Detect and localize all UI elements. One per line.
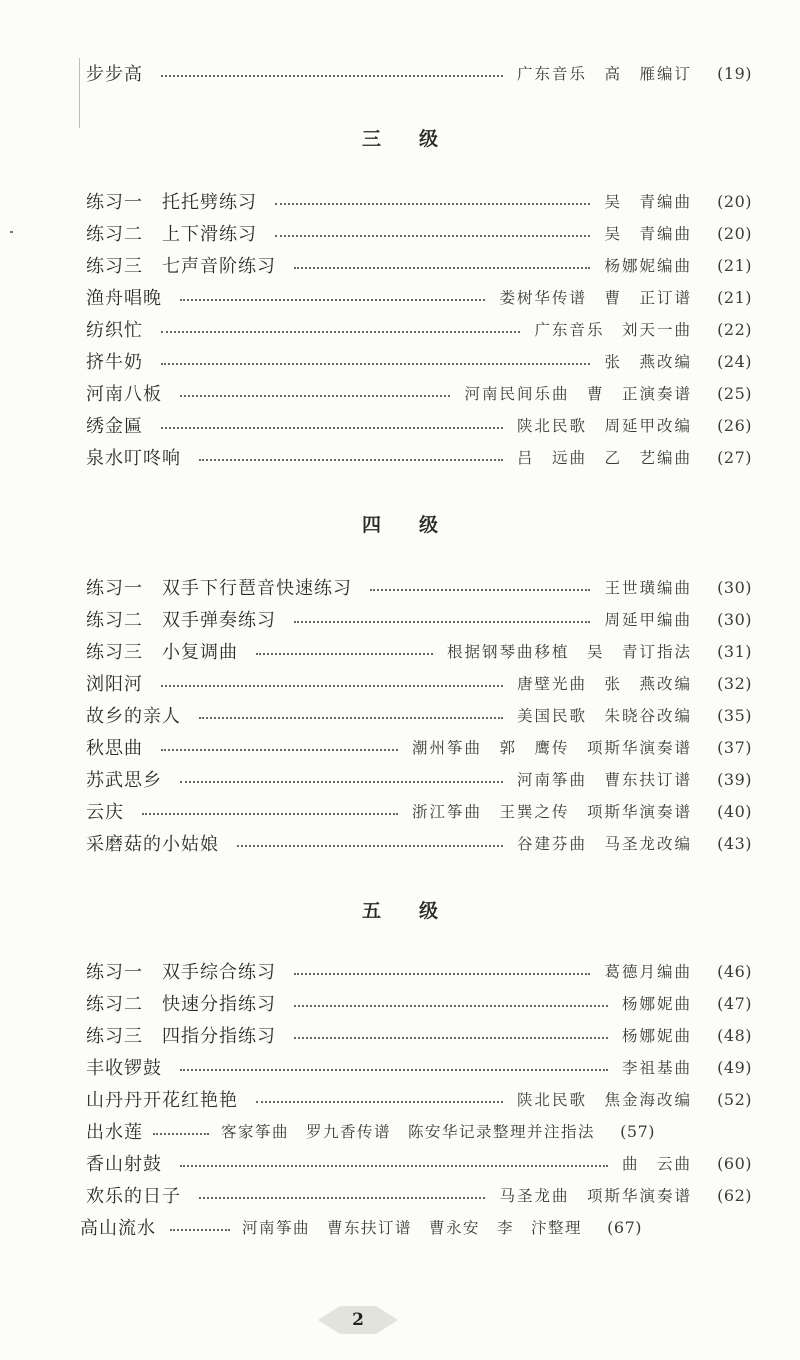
entry-title: 挤牛奶 xyxy=(86,352,143,373)
entry-page: (25) xyxy=(717,383,752,403)
entry-credit: 潮州筝曲 郭 鹰传 项斯华演奏谱 xyxy=(411,739,692,757)
toc-entry[interactable] xyxy=(86,1084,752,1114)
entry-page: (21) xyxy=(717,287,752,307)
entry-page: (62) xyxy=(717,1185,752,1205)
entry-page: (40) xyxy=(717,801,752,821)
entry-page: (24) xyxy=(717,351,752,371)
entry-page: (20) xyxy=(717,223,752,243)
toc-entry[interactable] xyxy=(86,700,752,730)
entry-title: 练习三 小复调曲 xyxy=(86,642,238,663)
dot-leader xyxy=(180,781,503,783)
dot-leader xyxy=(180,1069,608,1071)
entry-page: (48) xyxy=(717,1025,752,1045)
entry-credit: 曲 云曲 xyxy=(621,1155,692,1173)
entry-credit: 吕 远曲 乙 艺编曲 xyxy=(516,449,692,467)
entry-page: (26) xyxy=(717,415,752,435)
entry-page: (49) xyxy=(717,1057,752,1077)
dot-leader xyxy=(142,813,398,815)
toc-entry[interactable] xyxy=(86,314,752,344)
dot-leader xyxy=(161,331,520,333)
toc-entry[interactable] xyxy=(86,956,752,986)
entry-page: (21) xyxy=(717,255,752,275)
entry-credit: 浙江筝曲 王巽之传 项斯华演奏谱 xyxy=(411,803,692,821)
entry-credit: 张 燕改编 xyxy=(604,353,692,371)
entry-page: (19) xyxy=(717,63,752,83)
toc-entry[interactable] xyxy=(86,282,752,312)
entry-title: 步步高 xyxy=(86,64,143,85)
entry-title: 绣金匾 xyxy=(86,416,143,437)
dot-leader xyxy=(256,653,433,655)
entry-title: 采磨菇的小姑娘 xyxy=(86,834,219,855)
entry-credit: 陕北民歌 焦金海改编 xyxy=(516,1091,692,1109)
entry-title: 出水莲 xyxy=(86,1122,143,1143)
entry-credit: 唐壁光曲 张 燕改编 xyxy=(516,675,692,693)
entry-credit: 娄树华传谱 曹 正订谱 xyxy=(499,289,692,307)
entry-page: (30) xyxy=(717,609,752,629)
entry-page: (43) xyxy=(717,833,752,853)
entry-title: 故乡的亲人 xyxy=(86,706,181,727)
dot-leader xyxy=(199,1197,485,1199)
toc-entry[interactable] xyxy=(86,732,752,762)
toc-entry[interactable] xyxy=(86,988,752,1018)
toc-entry[interactable] xyxy=(86,218,752,248)
entry-page: (60) xyxy=(717,1153,752,1173)
dot-leader xyxy=(180,1165,608,1167)
entry-page: (20) xyxy=(717,191,752,211)
entry-credit: 河南民间乐曲 曹 正演奏谱 xyxy=(464,385,692,403)
entry-title: 泉水叮咚响 xyxy=(86,448,181,469)
dot-leader xyxy=(294,621,590,623)
entry-title: 秋思曲 xyxy=(86,738,143,759)
dot-leader xyxy=(161,363,590,365)
entry-page: (57) xyxy=(620,1121,656,1141)
scan-speck xyxy=(10,231,13,233)
entry-credit: 杨娜妮曲 xyxy=(621,995,692,1013)
section-heading-level-3: 三级 xyxy=(361,128,476,150)
entry-credit: 周延甲编曲 xyxy=(604,611,692,629)
toc-entry[interactable] xyxy=(86,604,752,634)
entry-credit: 广东音乐 高 雁编订 xyxy=(516,65,692,83)
dot-leader xyxy=(294,1037,608,1039)
toc-entry[interactable] xyxy=(86,1052,752,1082)
section-heading-level-5: 五级 xyxy=(361,900,476,922)
toc-entry[interactable] xyxy=(86,796,752,826)
entry-credit: 河南筝曲 曹东扶订谱 曹永安 李 汴整理 xyxy=(242,1219,583,1237)
entry-credit: 河南筝曲 曹东扶订谱 xyxy=(516,771,692,789)
entry-credit: 杨娜妮编曲 xyxy=(604,257,692,275)
section-heading-level-4: 四级 xyxy=(361,514,476,536)
entry-credit: 广东音乐 刘天一曲 xyxy=(534,321,692,339)
dot-leader xyxy=(294,1005,608,1007)
dot-leader xyxy=(180,395,450,397)
entry-title: 练习三 四指分指练习 xyxy=(86,1026,276,1047)
entry-title: 云庆 xyxy=(86,802,124,823)
toc-entry[interactable] xyxy=(86,250,752,280)
entry-title: 练习二 上下滑练习 xyxy=(86,224,257,245)
entry-credit: 客家筝曲 罗九香传谱 陈安华记录整理并注指法 xyxy=(221,1123,596,1141)
dot-leader xyxy=(256,1101,503,1103)
toc-entry[interactable] xyxy=(86,410,752,440)
dot-leader xyxy=(294,267,590,269)
entry-title: 香山射鼓 xyxy=(86,1154,162,1175)
toc-entry[interactable] xyxy=(86,828,752,858)
toc-entry[interactable] xyxy=(86,764,752,794)
dot-leader xyxy=(161,685,503,687)
entry-page: (30) xyxy=(717,577,752,597)
dot-leader xyxy=(161,75,503,77)
entry-page: (32) xyxy=(717,673,752,693)
entry-page: (47) xyxy=(717,993,752,1013)
entry-credit: 根据钢琴曲移植 吴 青订指法 xyxy=(446,643,692,661)
entry-title: 练习二 快速分指练习 xyxy=(86,994,276,1015)
entry-title: 练习二 双手弹奏练习 xyxy=(86,610,276,631)
dot-leader xyxy=(161,427,503,429)
entry-credit: 吴 青编曲 xyxy=(604,193,692,211)
entry-page: (31) xyxy=(717,641,752,661)
dot-leader xyxy=(275,203,590,205)
entry-title: 高山流水 xyxy=(80,1218,156,1239)
dot-leader xyxy=(161,749,398,751)
toc-entry[interactable] xyxy=(86,636,752,666)
entry-credit: 美国民歌 朱晓谷改编 xyxy=(516,707,692,725)
entry-title: 练习三 七声音阶练习 xyxy=(86,256,276,277)
entry-title: 丰收锣鼓 xyxy=(86,1058,162,1079)
entry-title: 河南八板 xyxy=(86,384,162,405)
dot-leader xyxy=(170,1229,230,1231)
toc-entry[interactable] xyxy=(86,1148,752,1178)
toc-entry[interactable] xyxy=(80,1212,752,1242)
toc-entry[interactable] xyxy=(86,186,752,216)
entry-title: 苏武思乡 xyxy=(86,770,162,791)
spine-shadow xyxy=(79,58,80,128)
entry-page: (35) xyxy=(717,705,752,725)
toc-entry[interactable] xyxy=(86,378,752,408)
dot-leader xyxy=(199,459,503,461)
entry-title: 浏阳河 xyxy=(86,674,143,695)
entry-page: (52) xyxy=(717,1089,752,1109)
entry-credit: 杨娜妮曲 xyxy=(621,1027,692,1045)
toc-entry[interactable] xyxy=(86,668,752,698)
page-number: 2 xyxy=(352,1310,364,1330)
entry-title: 练习一 托托劈练习 xyxy=(86,192,257,213)
entry-title: 练习一 双手下行琶音快速练习 xyxy=(86,578,352,599)
dot-leader xyxy=(370,589,590,591)
dot-leader xyxy=(153,1133,209,1135)
dot-leader xyxy=(237,845,503,847)
dot-leader xyxy=(294,973,590,975)
entry-page: (67) xyxy=(607,1217,643,1237)
entry-page: (22) xyxy=(717,319,752,339)
entry-credit: 陕北民歌 周延甲改编 xyxy=(516,417,692,435)
entry-credit: 谷建芬曲 马圣龙改编 xyxy=(516,835,692,853)
toc-entry[interactable] xyxy=(86,1020,752,1050)
page-number-badge xyxy=(318,1302,398,1338)
entry-page: (39) xyxy=(717,769,752,789)
entry-page: (46) xyxy=(717,961,752,981)
entry-title: 纺织忙 xyxy=(86,320,143,341)
entry-credit: 王世璜编曲 xyxy=(604,579,692,597)
entry-title: 渔舟唱晚 xyxy=(86,288,162,309)
entry-credit: 吴 青编曲 xyxy=(604,225,692,243)
toc-entry[interactable] xyxy=(86,58,752,88)
toc-entry[interactable] xyxy=(86,572,752,602)
toc-entry[interactable] xyxy=(86,346,752,376)
entry-credit: 李祖基曲 xyxy=(621,1059,692,1077)
entry-credit: 葛德月编曲 xyxy=(604,963,692,981)
entry-title: 山丹丹开花红艳艳 xyxy=(86,1090,238,1111)
entry-page: (37) xyxy=(717,737,752,757)
toc-entry[interactable] xyxy=(86,1116,752,1146)
entry-title: 欢乐的日子 xyxy=(86,1186,181,1207)
entry-title: 练习一 双手综合练习 xyxy=(86,962,276,983)
dot-leader xyxy=(199,717,503,719)
toc-entry[interactable] xyxy=(86,442,752,472)
toc-entry[interactable] xyxy=(86,1180,752,1210)
entry-page: (27) xyxy=(717,447,752,467)
entry-credit: 马圣龙曲 项斯华演奏谱 xyxy=(499,1187,692,1205)
dot-leader xyxy=(180,299,485,301)
dot-leader xyxy=(275,235,590,237)
